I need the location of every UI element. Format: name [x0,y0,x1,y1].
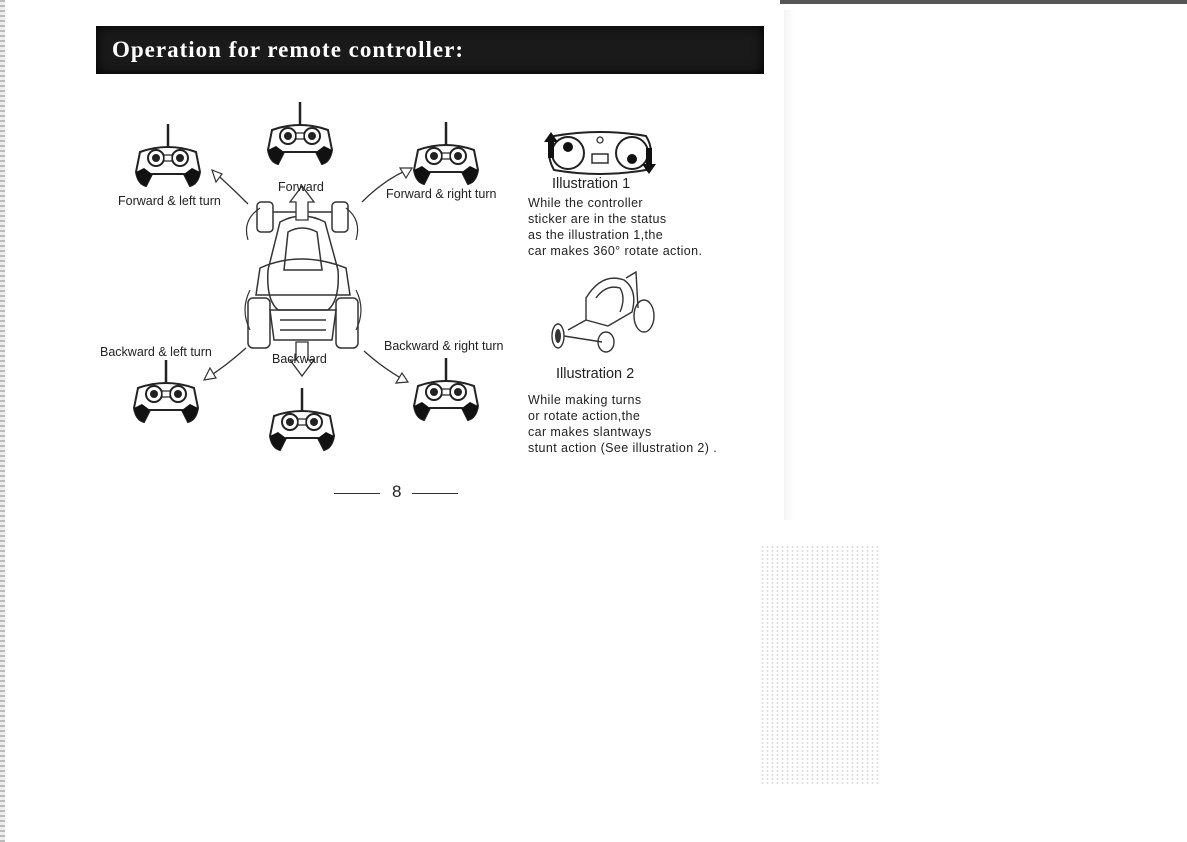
illustration2-title: Illustration 2 [556,366,635,382]
illustration1-controller-icon [544,128,656,178]
label-forward-right-turn: Forward & right turn [386,187,497,201]
illustration1-line: as the illustration 1,the [528,228,664,242]
scan-speckle [760,545,880,785]
scan-edge-left [0,0,5,842]
illustration2-car-icon [546,268,658,358]
section-header [96,26,764,74]
scan-edge-top [780,0,1187,4]
label-forward-left-turn: Forward & left turn [118,194,221,208]
label-backward: Backward [272,352,327,366]
illustration1-description [528,195,702,259]
illustration2-line: stunt action (See illustration 2) . [528,441,718,455]
page-number: 8 [392,482,402,501]
page-title: Operation for remote controller: [112,37,464,62]
illustration1-line: sticker are in the status [528,212,667,226]
illustration1-line: While the controller [528,196,643,210]
illustration1-title: Illustration 1 [552,176,631,192]
illustration2-line: car makes slantways [528,425,652,439]
illustration2-line: or rotate action,the [528,409,641,423]
footer-rule-right [412,493,458,494]
label-backward-left-turn: Backward & left turn [100,345,212,359]
page-footer [334,482,460,504]
label-backward-right-turn: Backward & right turn [384,339,504,353]
label-forward: Forward [278,180,324,194]
illustration1-line: car makes 360° rotate action. [528,244,703,258]
illustration2-description [528,392,717,456]
illustration2-line: While making turns [528,393,642,407]
controller-backward-icon [268,386,338,456]
page-fold-shadow [784,10,794,520]
footer-rule-left [334,493,380,494]
